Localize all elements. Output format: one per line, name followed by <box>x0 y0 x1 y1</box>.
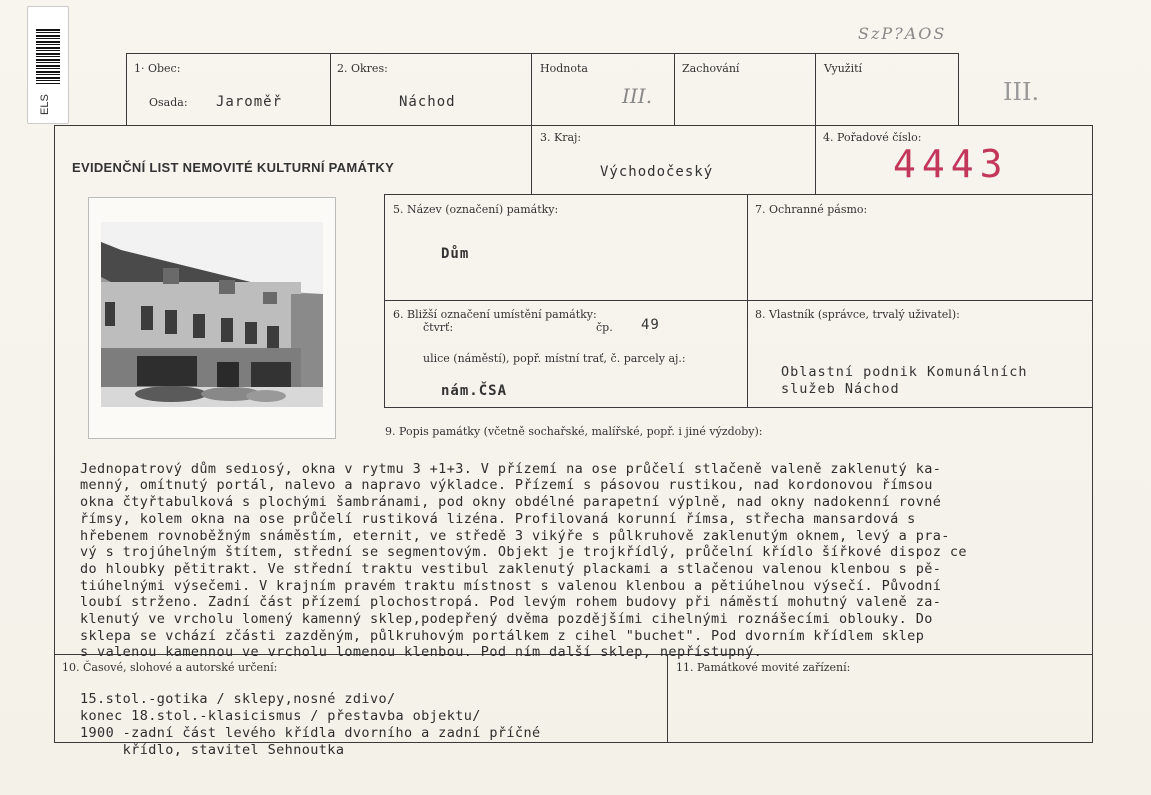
rule <box>384 300 1093 301</box>
rule <box>384 194 385 408</box>
rule <box>126 53 127 125</box>
rule <box>674 53 675 125</box>
osada-label: Osada: <box>149 96 188 109</box>
osada-value: Jaroměř <box>216 94 283 110</box>
popis-line: tiúhelnými výsečemi. V krajním pravém traktu místnost s valenou klenbou a pětiúhelnou výsečí. Původní <box>80 577 942 594</box>
zachovani-label: Zachování <box>682 62 740 75</box>
cp-label: čp. <box>596 321 613 334</box>
rule <box>54 125 1093 126</box>
rule <box>54 125 55 742</box>
casove-urceni-text <box>80 674 541 776</box>
movite-zarizeni-label: 11. Památkové movité zařízení: <box>676 661 851 674</box>
barcode-icon <box>36 29 60 84</box>
casove-line: 15.stol.-gotika / sklepy,nosné zdivo/ <box>80 691 396 707</box>
rule <box>384 194 1093 195</box>
poradove-cislo-label: 4. Pořadové číslo: <box>823 131 922 144</box>
ulice-label: ulice (náměstí), popř. místní trať, č. parcely aj.: <box>423 352 686 365</box>
rule <box>330 53 331 125</box>
popis-line: římsy, kolem okna na ose průčelí rustiková lizéna. Profilovaná korunní římsa, střecha mansardová s <box>80 510 916 527</box>
casove-line: křídlo, stavitel Sehnoutka <box>80 742 345 758</box>
popis-line: sklepa se vchází zčásti zazděným, půlkruhovým portálkem z cihel "buchet". Pod dvorním křídlem sklep <box>80 627 925 644</box>
ochranne-pasmo-label: 7. Ochranné pásmo: <box>755 203 868 216</box>
okres-label: 2. Okres: <box>337 62 388 75</box>
ulice-value: nám.ČSA <box>441 383 508 399</box>
popis-line: Jednopatrový dům sedıosý, okna v rytmu 3 +1+3. V přízemí na ose průčelí stlačeně valeně zaklenutý ka- <box>80 460 942 477</box>
vlastnik-line-1: Oblastní podnik Komunálních <box>781 364 1028 380</box>
popis-line: menný, omítnutý portál, nalevo a napravo výkladce. Přízemí s pásovou rustikou, nad kordonovou římsou <box>80 477 933 494</box>
nazev-value: Dům <box>441 246 470 262</box>
ctvrt-label: čtvrť: <box>423 321 454 334</box>
kraj-value: Východočeský <box>600 164 714 180</box>
obec-label: 1· Obec: <box>134 62 181 75</box>
rule <box>958 53 959 125</box>
casove-urceni-label: 10. Časové, slohové a autorské určení: <box>62 661 278 674</box>
sticker-label: ELS <box>39 94 51 115</box>
rule <box>531 53 532 194</box>
rule <box>384 407 1093 408</box>
popis-line: klenutý ve vrcholu lomený kamenný sklep,podepřený dvěma pozdějšími cihelnými roznášecími oblouky. Do <box>80 611 933 628</box>
cp-value: 49 <box>641 317 660 333</box>
rule <box>815 53 816 194</box>
hodnota-label: Hodnota <box>540 62 588 75</box>
casove-line: konec 18.stol.-klasicismus / přestavba objektu/ <box>80 708 481 724</box>
document-title: EVIDENČNÍ LIST NEMOVITÉ KULTURNÍ PAMÁTKY <box>72 160 395 175</box>
popis-line: okna čtyřtabulková s plochými šambránami, pod okny obdélné parapetní výplně, nad okny nadokenní rovné <box>80 494 942 511</box>
blizsi-oznaceni-label: 6. Bližší označení umístění památky: <box>393 308 597 321</box>
building-photo <box>101 222 323 407</box>
popis-line: s valenou kamennou ve vrcholu lomenou klenbou. Pod ním další sklep, nepřístupný. <box>80 644 763 661</box>
popis-label: 9. Popis památky (včetně sochařské, malířské, popř. i jiné výzdoby): <box>385 425 763 438</box>
building-photo-image <box>101 222 323 407</box>
okres-value: Náchod <box>399 94 456 110</box>
rule <box>747 194 748 408</box>
handwritten-note-top: SzP?AOS <box>858 24 947 43</box>
kraj-label: 3. Kraj: <box>540 131 582 144</box>
nazev-label: 5. Název (označení) památky: <box>393 203 559 216</box>
popis-line: hřebenem rovnoběžným snáměstím, eternit, ve středě 3 vikýře s půlkruhově zaklenutým oknem, levý a pra- <box>80 527 950 544</box>
handwritten-mark-right: III. <box>1003 78 1040 106</box>
barcode-sticker <box>27 6 69 124</box>
popis-text <box>80 444 967 678</box>
poradove-cislo-value: 4443 <box>893 142 1009 186</box>
vlastnik-label: 8. Vlastník (správce, trvalý uživatel): <box>755 308 960 321</box>
vyuziti-label: Využití <box>824 62 863 75</box>
vlastnik-line-2: služeb Náchod <box>781 381 900 397</box>
rule <box>1092 125 1093 742</box>
hodnota-value: III. <box>622 84 653 108</box>
popis-line: do hloubky pětitrakt. Ve střední traktu vestibul zaklenutý plackami a stlačenou valenou klenbou s pě- <box>80 560 942 577</box>
popis-line: loubí strženo. Zadní část přízemí plochostropá. Pod levým rohem budovy při náměstí mohutný valeně za- <box>80 594 942 611</box>
rule <box>126 53 959 54</box>
popis-line: vý s trojúhelným štítem, střední se segmentovým. Objekt je trojkřídlý, průčelní křídlo šířkové dispoz ce <box>80 544 967 561</box>
casove-line: 1900 -zadní část levého křídla dvorního a zadní příčné <box>80 725 541 741</box>
